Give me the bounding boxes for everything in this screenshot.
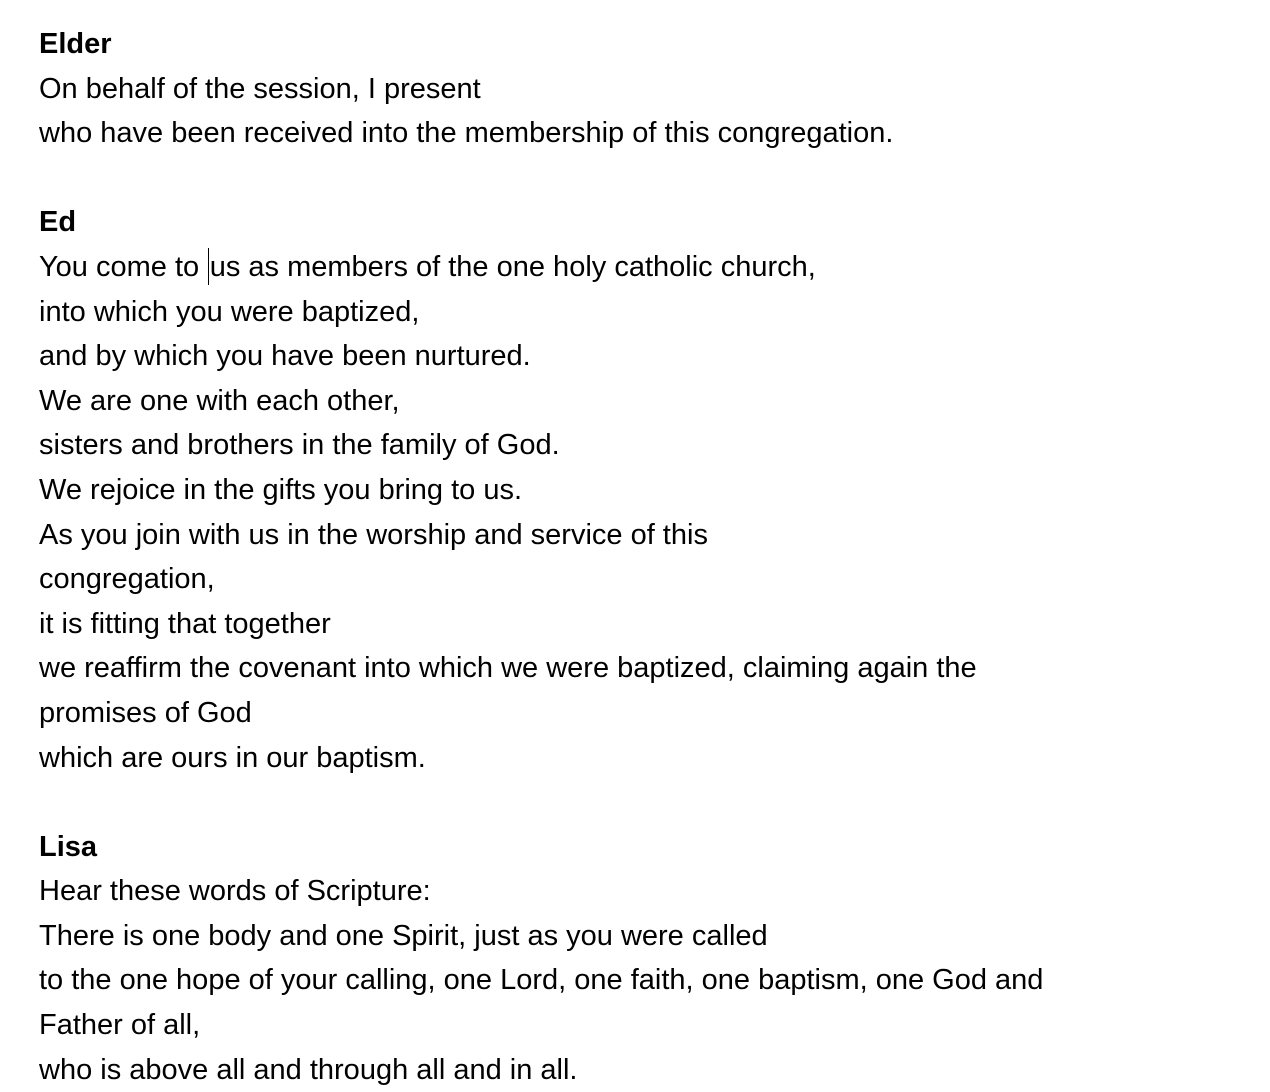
text-line: Father of all,: [39, 1009, 201, 1042]
speaker-name: Ed: [39, 206, 77, 239]
text-line: We rejoice in the gifts you bring to us.: [39, 473, 523, 506]
text-after-caret: us as members of the one holy catholic church,: [209, 250, 816, 283]
text-line: There is one body and one Spirit, just as you were called: [39, 919, 768, 952]
text-line: we reaffirm the covenant into which we were baptized, claiming again the: [39, 652, 977, 685]
text-line: [39, 245, 1250, 290]
text-line: promises of God: [39, 696, 252, 729]
text-line: which are ours in our baptism.: [39, 741, 426, 774]
text-line: and by which you have been nurtured.: [39, 340, 531, 373]
section-ed: [39, 200, 1250, 780]
text-line: sisters and brothers in the family of God.: [39, 429, 560, 462]
text-line: As you join with us in the worship and service of this: [39, 518, 708, 551]
section-lisa: [39, 825, 1250, 1092]
section-elder: [39, 22, 1250, 156]
text-line: Hear these words of Scripture:: [39, 875, 431, 908]
speaker-name: Elder: [39, 28, 112, 60]
text-line: On behalf of the session, I present: [39, 72, 481, 105]
text-line: We are one with each other,: [39, 384, 400, 417]
text-line: who have been received into the membership of this congregation.: [39, 117, 894, 150]
text-line: to the one hope of your calling, one Lord, one faith, one baptism, one God and: [39, 964, 1044, 997]
text-line: into which you were baptized,: [39, 295, 420, 328]
speaker-name: Lisa: [39, 830, 98, 863]
text-line: it is fitting that together: [39, 607, 331, 640]
text-line: who is above all and through all and in all.: [39, 1053, 578, 1086]
text-line: congregation,: [39, 563, 215, 596]
text-before-caret: You come to: [39, 250, 208, 283]
